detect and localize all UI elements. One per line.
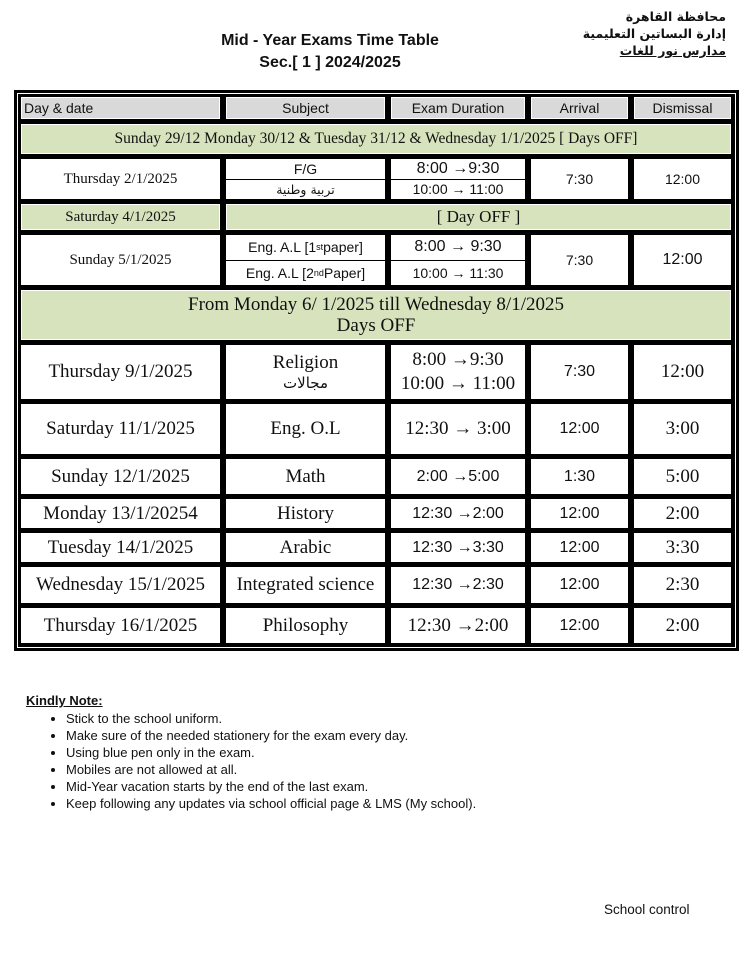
dismissal-cell: 2:00 — [631, 606, 734, 646]
duration-1: 8:00 → 9:30 — [414, 238, 502, 256]
duration-2: 10:00 → 11:00 — [391, 179, 525, 200]
day-off-text: [ Day OFF ] — [223, 202, 734, 233]
title-line-2: Sec.[ 1 ] 2024/2025 — [259, 54, 401, 71]
days-off-text: Sunday 29/12 Monday 30/12 & Tuesday 31/12 & Wednesday 1/1/2025 [ Days OFF] — [19, 122, 734, 157]
subject-religion: Religion — [272, 352, 339, 373]
subject-national-education: تربية وطنية — [226, 179, 385, 200]
date-cell: Monday 13/1/20254 — [19, 497, 223, 531]
subject-cell: Integrated science — [223, 565, 388, 606]
arrival-cell: 12:00 — [528, 402, 631, 457]
duration-1: 8:00 →9:30 — [416, 159, 500, 177]
dismissal-cell: 5:00 — [631, 457, 734, 497]
col-header-exam-duration: Exam Duration — [388, 95, 528, 122]
table-header-row — [19, 95, 734, 122]
table-row — [19, 157, 734, 202]
arrival-cell: 12:00 — [528, 565, 631, 606]
duration-cell: 12:30 →2:00 — [388, 497, 528, 531]
date-cell: Wednesday 15/1/2025 — [19, 565, 223, 606]
subject-text: Eng. A.L [1 — [248, 239, 317, 256]
duration-cell: 2:00 →5:00 — [388, 457, 528, 497]
table-row — [19, 565, 734, 606]
duration-cell — [388, 233, 528, 288]
table-row — [19, 457, 734, 497]
duration-cell: 12:30 →3:30 — [388, 531, 528, 565]
table-row — [19, 497, 734, 531]
date-cell: Thursday 9/1/2025 — [19, 343, 223, 402]
subject-cell: Eng. O.L — [223, 402, 388, 457]
days-off-row — [19, 288, 734, 343]
col-header-arrival: Arrival — [528, 95, 631, 122]
subject-fg: F/G — [293, 160, 318, 177]
page-title — [205, 30, 455, 74]
signature-school-control: School control — [604, 902, 690, 917]
date-cell: Saturday 4/1/2025 — [19, 202, 223, 233]
notes-heading: Kindly Note: — [26, 693, 103, 708]
table-row — [19, 606, 734, 646]
dismissal-cell: 3:00 — [631, 402, 734, 457]
title-line-1: Mid - Year Exams Time Table — [221, 32, 439, 49]
arrival-cell: 12:00 — [528, 531, 631, 565]
table-row — [19, 343, 734, 402]
subject-cell — [223, 233, 388, 288]
arrival-cell: 7:30 — [528, 233, 631, 288]
arabic-letterhead — [583, 8, 726, 59]
subject-cell — [223, 157, 388, 202]
arrival-cell: 7:30 — [528, 157, 631, 202]
dismissal-cell: 2:30 — [631, 565, 734, 606]
note-item: • Keep following any updates via school official page & LMS (My school). — [66, 795, 476, 812]
administration-line: إدارة البساتين التعليمية — [582, 26, 726, 41]
duration-cell: 12:30 → 3:00 — [388, 402, 528, 457]
notes-list — [26, 710, 476, 812]
table-row — [19, 402, 734, 457]
subject-cell: History — [223, 497, 388, 531]
col-header-dismissal: Dismissal — [631, 95, 734, 122]
date-cell: Sunday 12/1/2025 — [19, 457, 223, 497]
days-off-range — [19, 288, 734, 343]
dismissal-cell: 12:00 — [631, 343, 734, 402]
table-row — [19, 531, 734, 565]
duration-2: 10:00 → 11:00 — [400, 373, 516, 394]
duration-1: 8:00 →9:30 — [412, 349, 504, 370]
days-off-range-text: From Monday 6/ 1/2025 till Wednesday 8/1/2025 — [188, 294, 564, 315]
duration-cell: 12:30 →2:30 — [388, 565, 528, 606]
date-cell: Thursday 16/1/2025 — [19, 606, 223, 646]
subject-majalat: مجالات — [283, 374, 328, 392]
exam-timetable — [16, 92, 737, 649]
note-item: • Stick to the school uniform. — [66, 710, 476, 727]
col-header-subject: Subject — [223, 95, 388, 122]
duration-cell — [388, 343, 528, 402]
subject-eng-al-paper-1: Eng. A.L [1 st paper] — [248, 239, 363, 256]
notes-section — [26, 693, 476, 812]
duration-2: 10:00 → 11:30 — [391, 260, 525, 286]
date-cell: Saturday 11/1/2025 — [19, 402, 223, 457]
note-item: • Mobiles are not allowed at all. — [66, 761, 476, 778]
dismissal-cell: 12:00 — [631, 233, 734, 288]
table-row — [19, 233, 734, 288]
date-cell: Thursday 2/1/2025 — [19, 157, 223, 202]
subject-text: paper] — [323, 239, 363, 256]
school-name-line: مدارس نور للغات — [619, 43, 726, 58]
duration-cell — [388, 157, 528, 202]
subject-cell: Math — [223, 457, 388, 497]
dismissal-cell: 2:00 — [631, 497, 734, 531]
subject-cell — [223, 343, 388, 402]
note-item: • Make sure of the needed stationery for the exam every day. — [66, 727, 476, 744]
arrival-cell: 12:00 — [528, 497, 631, 531]
arrival-cell: 7:30 — [528, 343, 631, 402]
arrival-cell: 12:00 — [528, 606, 631, 646]
day-off-row — [19, 202, 734, 233]
subject-eng-al-paper-2: Eng. A.L [2 nd Paper] — [226, 260, 385, 286]
note-item: • Using blue pen only in the exam. — [66, 744, 476, 761]
days-off-row — [19, 122, 734, 157]
subject-text: Eng. A.L [2 — [245, 264, 314, 281]
col-header-day-date: Day & date — [19, 95, 223, 122]
dismissal-cell: 3:30 — [631, 531, 734, 565]
dismissal-cell: 12:00 — [631, 157, 734, 202]
date-cell: Tuesday 14/1/2025 — [19, 531, 223, 565]
subject-cell: Arabic — [223, 531, 388, 565]
days-off-label: Days OFF — [336, 315, 416, 336]
note-item: • Mid-Year vacation starts by the end of the last exam. — [66, 778, 476, 795]
duration-cell: 12:30 →2:00 — [388, 606, 528, 646]
subject-cell: Philosophy — [223, 606, 388, 646]
date-cell: Sunday 5/1/2025 — [19, 233, 223, 288]
subject-text: Paper] — [323, 264, 366, 281]
governorate-line: محافظة القاهرة — [625, 9, 726, 24]
arrival-cell: 1:30 — [528, 457, 631, 497]
